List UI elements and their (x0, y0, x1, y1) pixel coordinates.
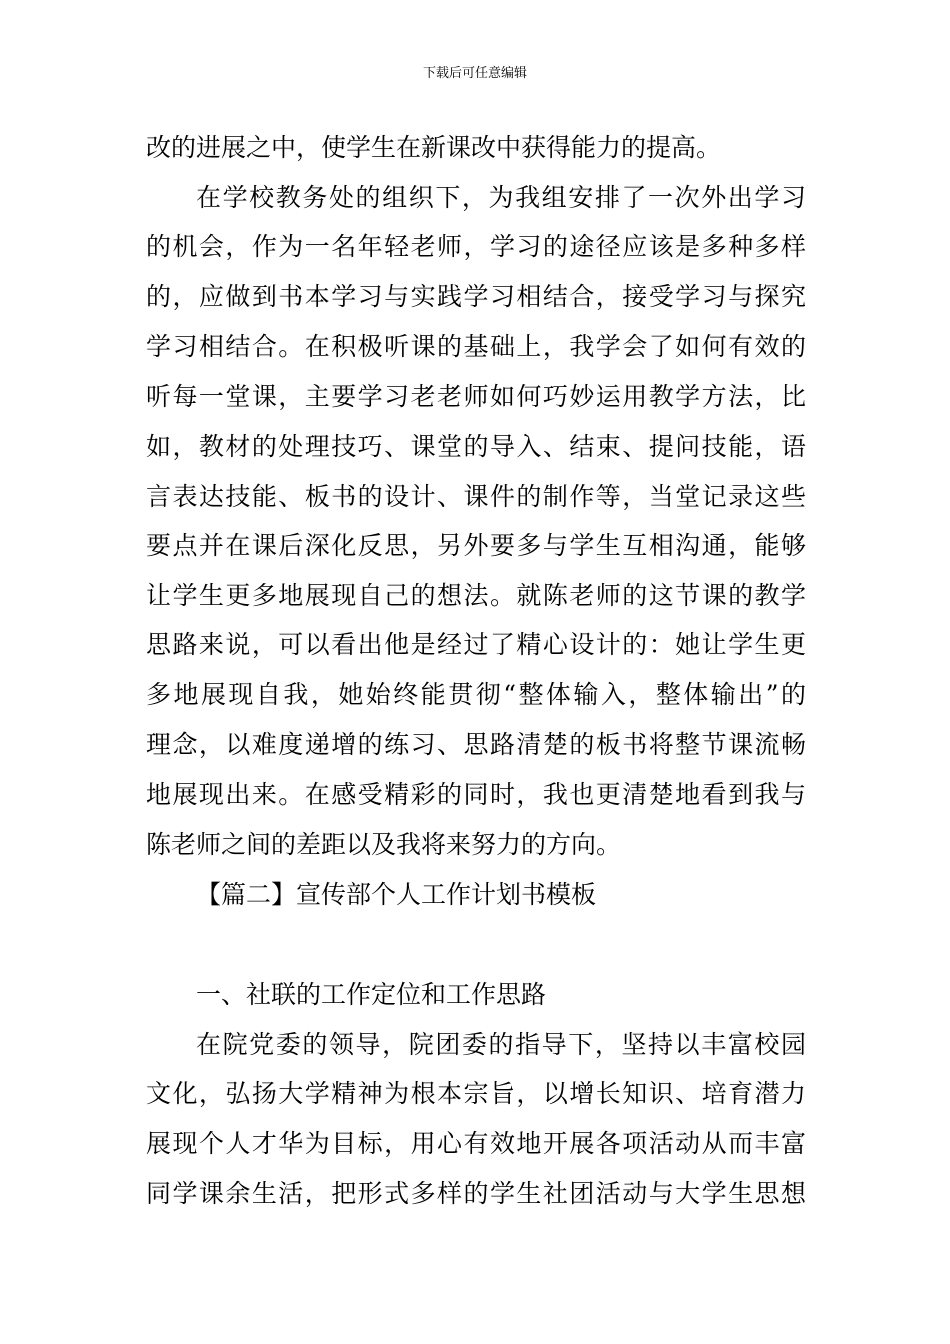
body-line: 多地展现自我，她始终能贯彻“整体输入，整体输出”的 (146, 680, 806, 709)
body-line: 思路来说，可以看出他是经过了精心设计的：她让学生更 (146, 630, 806, 659)
body-line: 听每一堂课，主要学习老老师如何巧妙运用教学方法，比 (146, 382, 806, 411)
body-line: 要点并在课后深化反思，另外要多与学生互相沟通，能够 (146, 531, 806, 560)
subsection-heading: 一、社联的工作定位和工作思路 (196, 980, 547, 1009)
body-line: 学习相结合。在积极听课的基础上，我学会了如何有效的 (146, 332, 806, 361)
body-line: 陈老师之间的差距以及我将来努力的方向。 (146, 830, 622, 859)
body-line: 的，应做到书本学习与实践学习相结合，接受学习与探究 (146, 282, 806, 311)
section-title: 【篇二】宣传部个人工作计划书模板 (196, 880, 597, 909)
body-line: 理念，以难度递增的练习、思路清楚的板书将整节课流畅 (146, 730, 806, 759)
body-line: 在院党委的领导，院团委的指导下，坚持以丰富校园 (196, 1030, 806, 1059)
body-line: 改的进展之中，使学生在新课改中获得能力的提高。 (146, 133, 722, 162)
body-line: 展现个人才华为目标，用心有效地开展各项活动从而丰富 (146, 1129, 806, 1158)
body-line: 同学课余生活，把形式多样的学生社团活动与大学生思想 (146, 1179, 806, 1208)
body-line: 地展现出来。在感受精彩的同时，我也更清楚地看到我与 (146, 780, 806, 809)
body-line: 在学校教务处的组织下，为我组安排了一次外出学习 (196, 183, 806, 212)
body-line: 的机会，作为一名年轻老师，学习的途径应该是多种多样 (146, 232, 806, 261)
body-line: 言表达技能、板书的设计、课件的制作等，当堂记录这些 (146, 482, 806, 511)
body-line: 让学生更多地展现自己的想法。就陈老师的这节课的教学 (146, 581, 806, 610)
body-line: 文化，弘扬大学精神为根本宗旨，以增长知识、培育潜力 (146, 1079, 806, 1108)
header-note: 下载后可任意编辑 (422, 66, 527, 81)
body-line: 如，教材的处理技巧、课堂的导入、结束、提问技能，语 (146, 432, 806, 461)
